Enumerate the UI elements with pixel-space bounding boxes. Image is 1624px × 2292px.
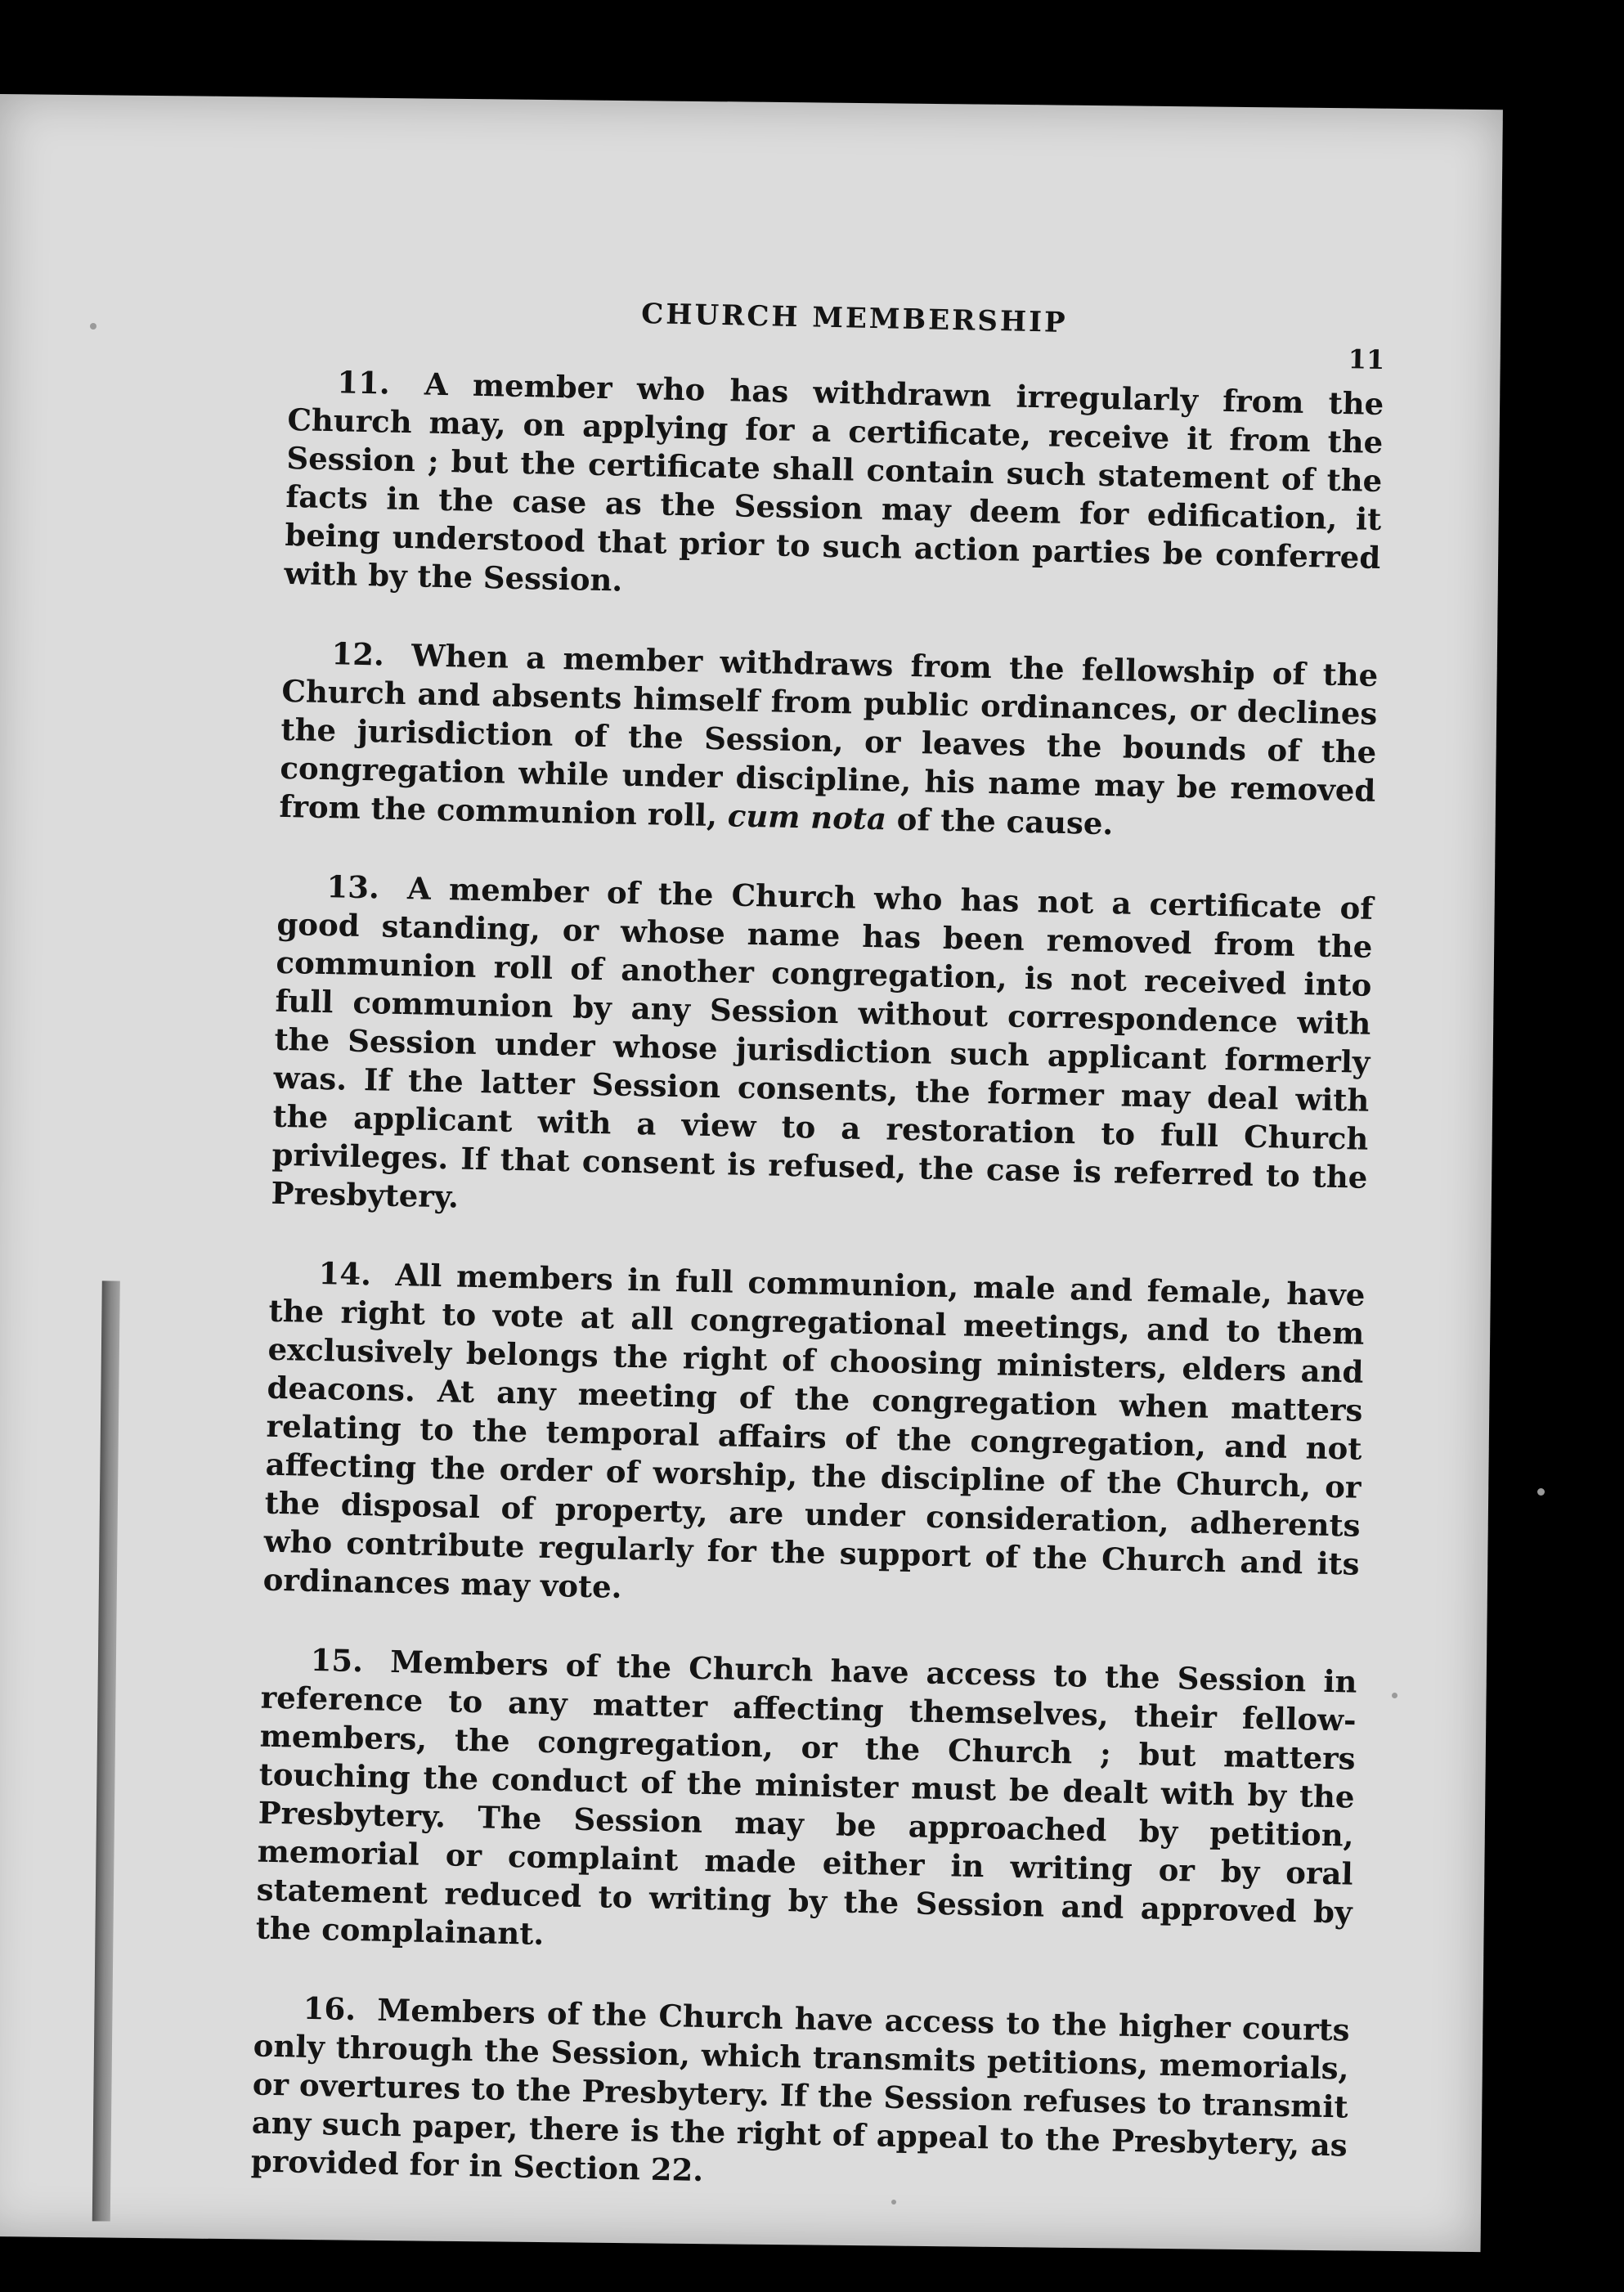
section-14 — [262, 1254, 1366, 1622]
section-12 — [279, 634, 1379, 849]
latin-phrase: cum nota — [727, 797, 887, 837]
section-text: All members in full communion, male and female, have the right to vote at all congregational meetings, and to them exclusively belongs the right of choosing ministers, elders and deacons. At any meeting of the congregation when matters relating to the temporal affairs of the congregation, and not affecting the order of worship, the discipline of the Church, or the disposal of property, are under consideration, adherents who contribute regularly for the support of the Church and its ordinances may vote. — [262, 1256, 1366, 1605]
section-number: 14. — [318, 1254, 372, 1293]
page-text-block — [249, 282, 1385, 2245]
section-number: 15. — [310, 1641, 364, 1680]
section-15 — [255, 1640, 1357, 1971]
scan-speck — [1392, 1693, 1397, 1698]
scan-speck — [90, 323, 96, 330]
section-11 — [284, 362, 1384, 616]
section-13 — [271, 867, 1374, 1236]
section-text: A member of the Church who has not a certificate of good standing, or whose name has been removed from the communion roll of another congregation, is not received into full communion by any Session without correspondence with the Session under whose jurisdiction such applicant formerly was. If the latter Session consents, the former may deal with the applicant with a view to a restoration to full Church privileges. If that consent is refused, the case is referred to the Presbytery. — [271, 870, 1374, 1215]
scan-speck — [1537, 1488, 1545, 1496]
section-text: Members of the Church have access to the higher courts only through the Session, which transmits petitions, memorials, or overtures to the Presbytery. If the Session refuses to transmit any such paper, there is the right of appeal to the Presbytery, as provided for in Section 22. — [250, 1991, 1350, 2189]
section-16 — [250, 1989, 1350, 2204]
page-gutter-shadow — [92, 1281, 120, 2221]
section-number: 13. — [326, 868, 380, 906]
section-text: Members of the Church have access to the Session in reference to any matter affecting themselves, their fellow-members, the congregation, or the Church ; but matters touching the conduct of the minister must be dealt with by the Presbytery. The Session may be approached by petition, memorial or complaint made either in writing or by oral statement reduced to writing by the Session and approved by the complainant. — [255, 1643, 1357, 1952]
section-number: 16. — [303, 1989, 357, 2028]
section-text: When a member withdraws from the fellowship of the Church and absents himself from public ordinances, or declines the jurisdiction of the Session, or leaves the bounds of the congregation while under discipline, his name may be removed from the communion roll, — [279, 637, 1379, 834]
section-text-end: of the cause. — [896, 801, 1114, 842]
running-title: CHURCH MEMBERSHIP — [640, 298, 1068, 339]
scan-speck — [891, 2200, 896, 2205]
section-number: 11. — [336, 364, 391, 401]
section-number: 12. — [331, 635, 385, 673]
section-text: A member who has withdrawn irregularly from the Church may, on applying for a certificate, receive it from the Session ; but the certificate shall contain such statement of the facts in the case as the Session may deem for edification, it being understood that prior to such action parties be conferred with by the Session. — [284, 366, 1384, 599]
page-number: 11 — [1348, 343, 1385, 376]
